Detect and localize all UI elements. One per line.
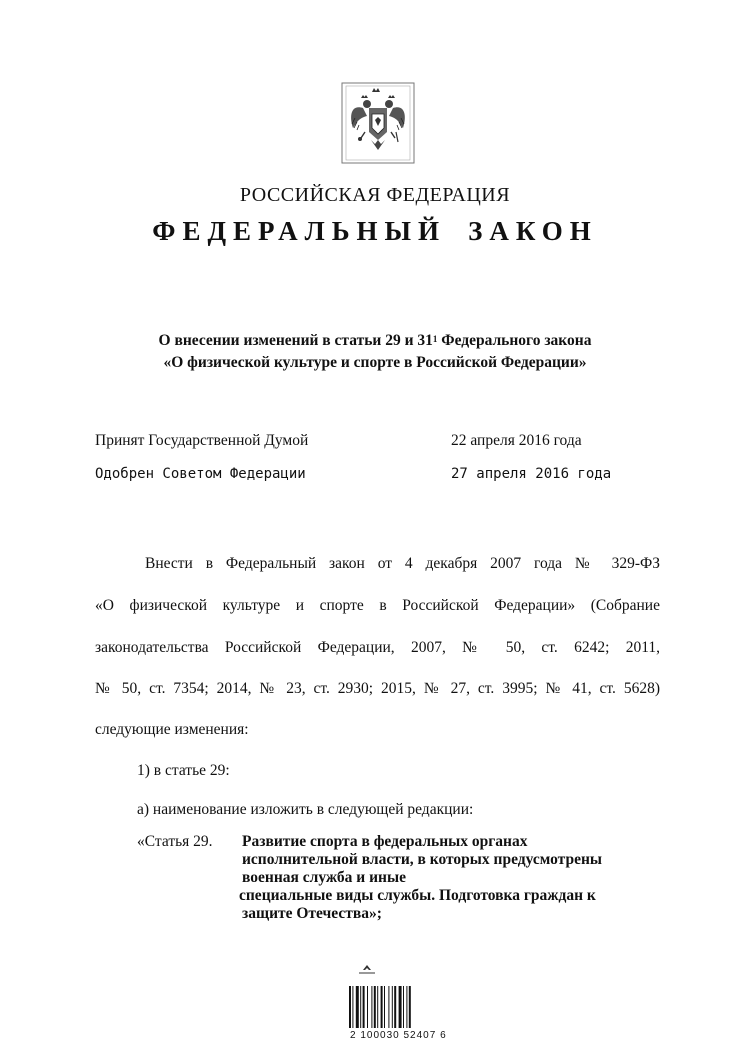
barcode-number: 2 100030 52407 6 <box>350 1030 447 1041</box>
intro-line-1: Внести в Федеральный закон от 4 декабря 2007 года № 329-ФЗ <box>145 555 660 572</box>
article-title-line-1: Развитие спорта в федеральных органах <box>242 833 528 850</box>
article-title-line-5: защите Отечества»; <box>242 905 382 922</box>
subject-line-1-text: О внесении изменений в статьи 29 и 31 <box>158 332 433 349</box>
subject-superscript: 1 <box>432 334 438 344</box>
intro-line-2: «О физической культуре и спорте в Российской Федерации» (Собрание <box>95 597 660 614</box>
item-1: 1) в статье 29: <box>137 762 230 779</box>
subject-line-1-tail: Федерального закона <box>437 332 592 349</box>
intro-line-4: № 50, ст. 7354; 2014, № 23, ст. 2930; 2015, № 27, ст. 3995; № 41, ст. 5628) <box>95 680 660 697</box>
document-type-heading <box>0 216 750 247</box>
intro-line-5: следующие изменения: <box>95 721 249 738</box>
article-title-line-3: военная служба и иные <box>242 869 406 886</box>
country-name: РОССИЙСКАЯ ФЕДЕРАЦИЯ <box>239 184 511 206</box>
document-type-word-law: ЗАКОН <box>468 216 598 246</box>
document-type-word-federal: ФЕДЕРАЛЬНЫЙ <box>152 216 447 246</box>
subject-line-1 <box>0 330 750 352</box>
law-subject-title <box>0 330 750 374</box>
article-title-line-4: специальные виды службы. Подготовка граждан к <box>239 887 596 904</box>
adoption-duma-label: Принят Государственной Думой <box>95 432 309 449</box>
article-title-line-2: исполнительной власти, в которых предусмотрены <box>242 851 602 868</box>
article-title <box>239 833 622 923</box>
intro-line-3: законодательства Российской Федерации, 2007, № 50, ст. 6242; 2011, <box>95 639 660 656</box>
adoption-duma-date: 22 апреля 2016 года <box>451 432 582 449</box>
adoption-council-date: 27 апреля 2016 года <box>451 466 612 482</box>
coat-of-arms-icon <box>341 82 415 164</box>
subject-line-2: «О физической культуре и спорте в Российской Федерации» <box>163 354 587 371</box>
article-number: «Статья 29. <box>137 833 213 850</box>
item-1-a: а) наименование изложить в следующей редакции: <box>137 801 474 818</box>
adoption-council-label: Одобрен Советом Федерации <box>95 466 306 482</box>
